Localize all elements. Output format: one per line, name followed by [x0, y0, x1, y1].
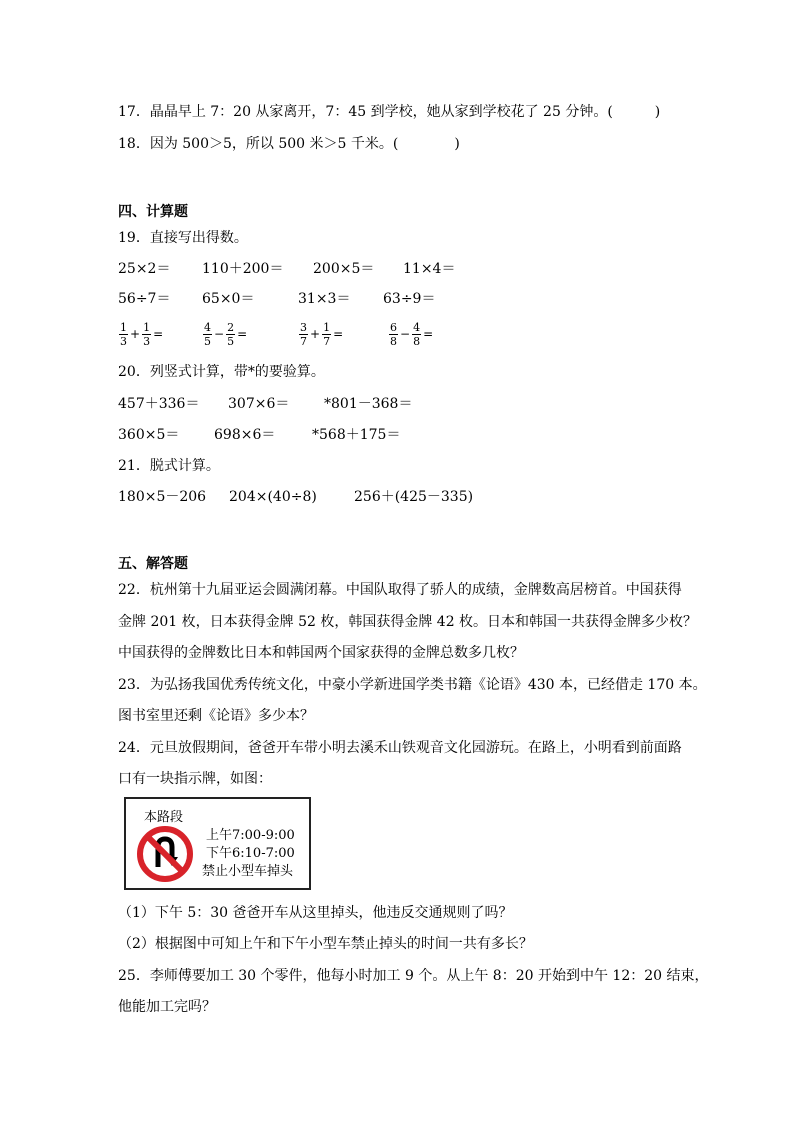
q20-item: 360×5＝ — [118, 427, 180, 443]
sign-morning-time: 上午7:00-9:00 — [206, 828, 295, 843]
q19-fraction-item — [202, 316, 248, 352]
denominator: 8 — [390, 334, 397, 348]
q19-fraction-item — [388, 316, 434, 352]
q21-row — [118, 487, 678, 513]
question-22-line-3: 中国获得的金牌数比日本和韩国两个国家获得的金牌总数多几枚？ — [118, 645, 524, 661]
q19-row-2 — [118, 289, 678, 315]
question-25-line-2: 他能加工完吗？ — [118, 999, 216, 1015]
traffic-sign-figure — [124, 797, 311, 890]
q21-item: 256＋(425－335) — [354, 489, 474, 505]
q19-item: 31×3＝ — [298, 291, 351, 307]
question-24-line-1: 24．元旦放假期间，爸爸开车带小明去溪禾山铁观音文化园游玩。在路上，小明看到前面路 — [118, 740, 682, 756]
sign-rule: 禁止小型车掉头 — [202, 864, 294, 879]
q19-item: 65×0＝ — [202, 291, 255, 307]
fraction — [203, 321, 212, 348]
q19-fraction-row — [118, 316, 678, 354]
q19-row-1 — [118, 259, 678, 285]
question-17: 17．晶晶早上 7：20 从家离开，7：45 到学校，她从家到学校花了 25 分钟。( ) — [118, 104, 661, 120]
fraction — [322, 321, 331, 348]
operator: − — [400, 327, 411, 341]
q19-fraction-item — [298, 316, 344, 352]
question-24-line-2: 口有一块指示牌，如图： — [118, 771, 272, 787]
no-u-turn-icon — [136, 825, 194, 883]
q20-item: *568＋175＝ — [312, 427, 401, 443]
question-23-line-1: 23．为弘扬我国优秀传统文化，中豪小学新进国学类书籍《论语》430 本，已经借走 170 本。 — [118, 677, 707, 693]
denominator: 3 — [143, 334, 151, 348]
q20-item: 698×6＝ — [214, 427, 276, 443]
denominator: 3 — [120, 334, 127, 348]
denominator: 5 — [204, 334, 211, 348]
section-heading-word-problems: 五、解答题 — [118, 556, 188, 572]
operator: + — [310, 327, 321, 341]
numerator: 4 — [204, 320, 211, 334]
denominator: 7 — [323, 334, 331, 348]
equals-sign: = — [333, 327, 344, 341]
question-24-sub-1: （1）下午 5：30 爸爸开车从这里掉头，他违反交通规则了吗？ — [118, 905, 513, 921]
operator: + — [130, 327, 141, 341]
operator: − — [214, 327, 225, 341]
section-heading-calculation: 四、计算题 — [118, 204, 188, 220]
q19-item: 63÷9＝ — [383, 291, 436, 307]
question-25-line-1: 25．李师傅要加工 30 个零件，他每小时加工 9 个。从上午 8：20 开始到中午 12：20 结束， — [118, 968, 709, 984]
question-20: 20．列竖式计算，带*的要验算。 — [118, 364, 325, 380]
numerator: 2 — [227, 320, 235, 334]
fraction — [226, 321, 235, 348]
numerator: 1 — [143, 320, 151, 334]
q20-row-1 — [118, 394, 678, 420]
question-19: 19．直接写出得数。 — [118, 230, 248, 246]
denominator: 7 — [300, 334, 307, 348]
numerator: 3 — [300, 320, 307, 334]
sign-evening-time: 下午6:10-7:00 — [206, 846, 295, 861]
question-24-sub-2: （2）根据图中可知上午和下午小型车禁止掉头的时间一共有多长？ — [118, 936, 533, 952]
q19-item: 200×5＝ — [313, 261, 375, 277]
numerator: 4 — [413, 320, 421, 334]
fraction — [119, 321, 128, 348]
numerator: 1 — [323, 320, 331, 334]
q19-item: 11×4＝ — [403, 261, 456, 277]
denominator: 5 — [227, 334, 235, 348]
numerator: 1 — [120, 320, 127, 334]
equals-sign: = — [423, 327, 434, 341]
q20-item: 307×6＝ — [228, 396, 290, 412]
numerator: 6 — [390, 320, 397, 334]
question-21: 21．脱式计算。 — [118, 458, 220, 474]
fraction — [142, 321, 151, 348]
q19-item: 56÷7＝ — [118, 291, 171, 307]
equals-sign: = — [153, 327, 164, 341]
q19-item: 25×2＝ — [118, 261, 171, 277]
question-18: 18．因为 500＞5，所以 500 米＞5 千米。( ) — [118, 136, 460, 152]
q20-row-2 — [118, 425, 678, 451]
denominator: 8 — [413, 334, 421, 348]
question-23-line-2: 图书室里还剩《论语》多少本？ — [118, 708, 314, 724]
fraction — [299, 321, 308, 348]
q19-item: 110＋200＝ — [202, 261, 284, 277]
fraction — [389, 321, 398, 348]
question-22-line-2: 金牌 201 枚，日本获得金牌 52 枚，韩国获得金牌 42 枚。日本和韩国一共获得金牌多少枚？ — [118, 614, 698, 630]
q19-fraction-item — [118, 316, 164, 352]
q20-item: *801－368＝ — [324, 396, 413, 412]
q20-item: 457＋336＝ — [118, 396, 200, 412]
equals-sign: = — [237, 327, 248, 341]
sign-title: 本路段 — [144, 810, 184, 825]
q21-item: 204×(40÷8) — [229, 489, 317, 505]
q21-item: 180×5－206 — [118, 489, 207, 505]
question-22-line-1: 22．杭州第十九届亚运会圆满闭幕。中国队取得了骄人的成绩，金牌数高居榜首。中国获得 — [118, 582, 682, 598]
fraction — [412, 321, 421, 348]
